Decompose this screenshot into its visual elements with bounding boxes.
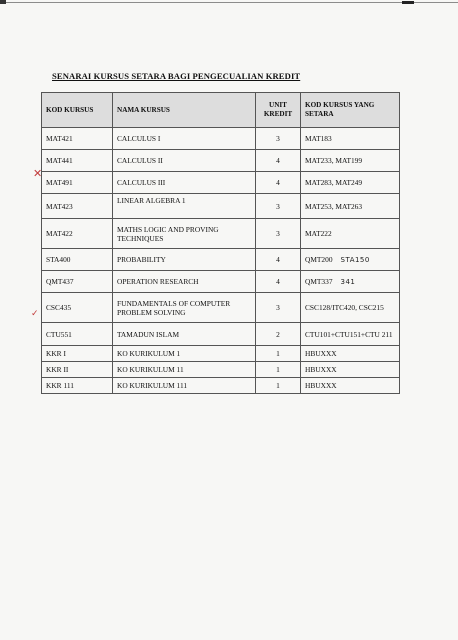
cell-nama: KO KURIKULUM 1 bbox=[113, 346, 256, 362]
cell-nama: PROBABILITY bbox=[113, 249, 256, 271]
cell-unit: 4 bbox=[256, 172, 301, 194]
document-title: SENARAI KURSUS SETARA BAGI PENGECUALIAN KREDIT bbox=[52, 71, 301, 81]
table-row bbox=[42, 293, 400, 323]
cell-nama: FUNDAMENTALS OF COMPUTER PROBLEM SOLVING bbox=[113, 293, 256, 323]
table-row bbox=[42, 219, 400, 249]
table-row bbox=[42, 323, 400, 346]
table-row bbox=[42, 150, 400, 172]
cell-setara bbox=[301, 249, 400, 271]
handwritten-tick-mark: ✓ bbox=[31, 309, 39, 319]
cell-unit: 2 bbox=[256, 323, 301, 346]
cell-setara: MAT253, MAT263 bbox=[301, 194, 400, 219]
cell-setara: HBUXXX bbox=[301, 362, 400, 378]
table-row bbox=[42, 362, 400, 378]
cell-setara: HBUXXX bbox=[301, 378, 400, 394]
cell-nama: LINEAR ALGEBRA 1 bbox=[113, 194, 256, 219]
cell-kod: MAT491 bbox=[42, 172, 113, 194]
handwritten-note: 341 bbox=[340, 278, 356, 286]
header-kod-kursus: KOD KURSUS bbox=[42, 93, 113, 128]
handwritten-cross-mark: ✕ bbox=[33, 167, 43, 180]
cell-setara: MAT233, MAT199 bbox=[301, 150, 400, 172]
cell-setara bbox=[301, 271, 400, 293]
cell-nama: CALCULUS II bbox=[113, 150, 256, 172]
table-row bbox=[42, 172, 400, 194]
cell-setara: CTU101+CTU151+CTU 211 bbox=[301, 323, 400, 346]
table-row bbox=[42, 271, 400, 293]
table-row bbox=[42, 378, 400, 394]
cell-kod: STA400 bbox=[42, 249, 113, 271]
cell-kod: CTU551 bbox=[42, 323, 113, 346]
table-row bbox=[42, 346, 400, 362]
cell-nama: MATHS LOGIC AND PROVING TECHNIQUES bbox=[113, 219, 256, 249]
cell-setara: HBUXXX bbox=[301, 346, 400, 362]
cell-kod: MAT422 bbox=[42, 219, 113, 249]
table-row bbox=[42, 249, 400, 271]
cell-kod: MAT423 bbox=[42, 194, 113, 219]
cell-unit: 3 bbox=[256, 194, 301, 219]
cell-setara: MAT183 bbox=[301, 128, 400, 150]
setara-code: QMT200 bbox=[305, 255, 333, 264]
cell-kod: KKR II bbox=[42, 362, 113, 378]
cell-unit: 1 bbox=[256, 362, 301, 378]
cell-unit: 3 bbox=[256, 128, 301, 150]
cell-unit: 4 bbox=[256, 271, 301, 293]
cell-nama: TAMADUN ISLAM bbox=[113, 323, 256, 346]
cell-kod: MAT441 bbox=[42, 150, 113, 172]
scan-corner-mark-right bbox=[402, 1, 414, 4]
cell-setara: MAT283, MAT249 bbox=[301, 172, 400, 194]
cell-kod: KKR I bbox=[42, 346, 113, 362]
cell-unit: 1 bbox=[256, 346, 301, 362]
cell-kod: KKR 111 bbox=[42, 378, 113, 394]
header-unit-kredit: UNIT KREDIT bbox=[256, 93, 301, 128]
cell-setara: MAT222 bbox=[301, 219, 400, 249]
cell-unit: 3 bbox=[256, 293, 301, 323]
setara-code: QMT337 bbox=[305, 277, 333, 286]
cell-setara: CSC128/ITC420, CSC215 bbox=[301, 293, 400, 323]
table-header-row bbox=[42, 93, 400, 128]
cell-kod: QMT437 bbox=[42, 271, 113, 293]
cell-unit: 4 bbox=[256, 150, 301, 172]
cell-unit: 4 bbox=[256, 249, 301, 271]
cell-unit: 3 bbox=[256, 219, 301, 249]
cell-nama: CALCULUS III bbox=[113, 172, 256, 194]
header-nama-kursus: NAMA KURSUS bbox=[113, 93, 256, 128]
table-row bbox=[42, 194, 400, 219]
scan-top-edge bbox=[0, 2, 458, 3]
cell-unit: 1 bbox=[256, 378, 301, 394]
scan-corner-mark-left bbox=[0, 0, 6, 4]
table-row bbox=[42, 128, 400, 150]
credit-exemption-table bbox=[41, 92, 400, 394]
cell-nama: KO KURIKULUM 111 bbox=[113, 378, 256, 394]
cell-nama: CALCULUS I bbox=[113, 128, 256, 150]
cell-nama: OPERATION RESEARCH bbox=[113, 271, 256, 293]
cell-kod: MAT421 bbox=[42, 128, 113, 150]
handwritten-note: STA150 bbox=[340, 256, 370, 264]
cell-nama: KO KURIKULUM 11 bbox=[113, 362, 256, 378]
cell-kod: CSC435 bbox=[42, 293, 113, 323]
header-kod-setara: KOD KURSUS YANG SETARA bbox=[301, 93, 400, 128]
